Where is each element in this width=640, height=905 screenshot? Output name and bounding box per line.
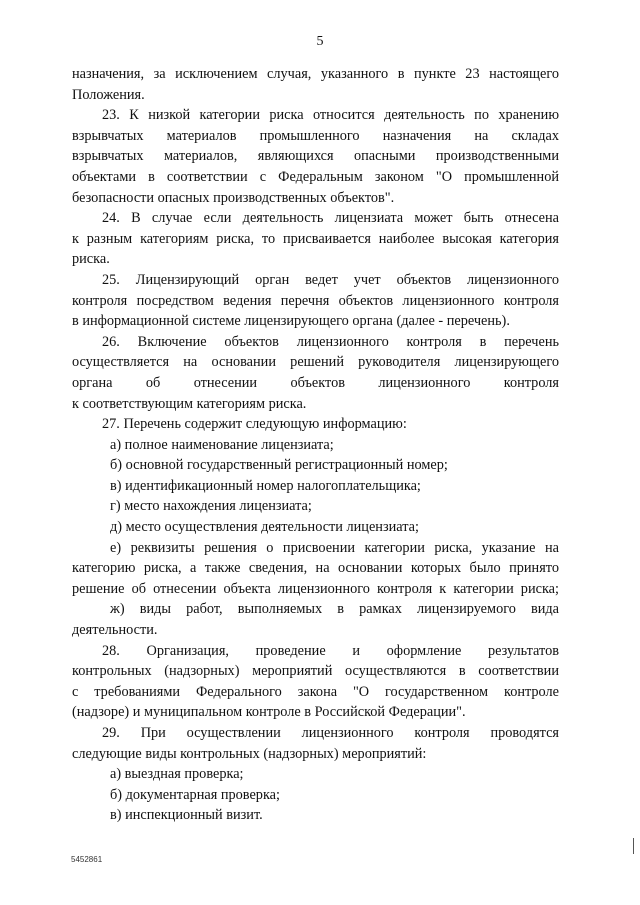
text-line: д) место осуществления деятельности лицензиата; <box>110 519 419 536</box>
text-line: к соответствующим категориям риска. <box>72 395 307 412</box>
text-line: Положения. <box>72 86 145 103</box>
text-line: 28. Организация, проведение и оформление результатов <box>102 642 559 659</box>
text-line: контрольных (надзорных) мероприятий осуществляются в соответствии <box>72 663 559 680</box>
text-line: 24. В случае если деятельность лицензиата может быть отнесена <box>102 210 559 227</box>
text-line: категорию риска, а также сведения, на основании которых было принято <box>72 560 559 577</box>
text-line: с требованиями Федерального закона "О государственном контроле <box>72 683 559 700</box>
scan-edge-mark <box>633 838 634 854</box>
text-line: 25. Лицензирующий орган ведет учет объектов лицензионного <box>102 271 559 288</box>
text-line: риска. <box>72 251 110 268</box>
text-line: контроля посредством ведения перечня объектов лицензионного контроля <box>72 292 559 309</box>
document-body <box>72 64 559 826</box>
text-line: безопасности опасных производственных объектов". <box>72 189 395 206</box>
text-line: к разным категориям риска, то присваивается наиболее высокая категория <box>72 230 559 247</box>
text-line: а) полное наименование лицензиата; <box>110 436 334 453</box>
text-line: органа об отнесении объектов лицензионного контроля <box>72 374 559 391</box>
text-line: в) инспекционный визит. <box>110 807 263 824</box>
text-line: е) реквизиты решения о присвоении категории риска, указание на <box>110 539 559 556</box>
text-line: б) документарная проверка; <box>110 786 280 803</box>
document-code: 5452861 <box>71 855 103 864</box>
text-line: ж) виды работ, выполняемых в рамках лицензируемого вида <box>110 601 559 618</box>
text-line: (надзоре) и муниципальном контроле в Российской Федерации". <box>72 704 466 721</box>
text-line: 26. Включение объектов лицензионного контроля в перечень <box>102 333 559 350</box>
text-line: г) место нахождения лицензиата; <box>110 498 312 515</box>
text-line: в) идентификационный номер налогоплательщика; <box>110 477 421 494</box>
text-line: 27. Перечень содержит следующую информацию: <box>102 416 407 433</box>
text-line: взрывчатых материалов промышленного назначения на складах <box>72 127 559 144</box>
page-number: 5 <box>316 34 324 49</box>
text-line: деятельности. <box>72 622 158 639</box>
text-line: решение об отнесении объекта лицензионного контроля к категории риска; <box>72 580 559 597</box>
text-line: следующие виды контрольных (надзорных) мероприятий: <box>72 745 427 762</box>
text-line: а) выездная проверка; <box>110 766 244 783</box>
text-line: 23. К низкой категории риска относится деятельность по хранению <box>102 107 559 124</box>
text-line: объектами в соответствии с Федеральным законом "О промышленной <box>72 168 559 185</box>
text-line: 29. При осуществлении лицензионного контроля проводятся <box>102 725 559 741</box>
text-line: осуществляется на основании решений руководителя лицензирующего <box>72 354 559 371</box>
text-line: в информационной системе лицензирующего органа (далее - перечень). <box>72 313 510 330</box>
text-line: взрывчатых материалов, являющихся опасными производственными <box>72 148 559 165</box>
text-line: б) основной государственный регистрационный номер; <box>110 457 448 474</box>
text-line: назначения, за исключением случая, указанного в пункте 23 настоящего <box>72 66 559 82</box>
